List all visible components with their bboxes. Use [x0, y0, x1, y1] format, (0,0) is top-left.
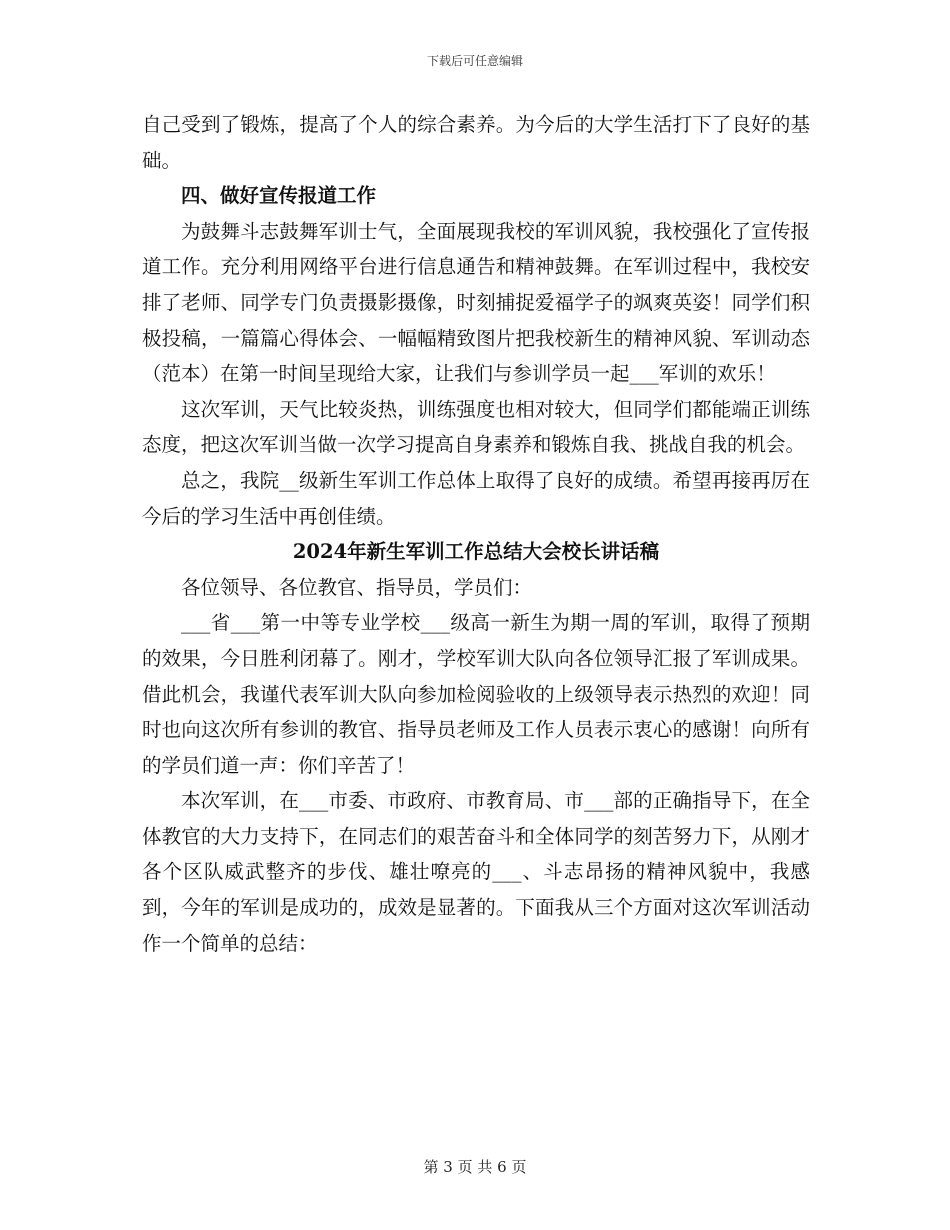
paragraph-continuation: 自己受到了锻炼，提高了个人的综合素养。为今后的大学生活打下了良好的基础。 — [142, 113, 810, 172]
section-heading-4: 四、做好宣传报道工作 — [181, 184, 377, 208]
page-header: 下载后可任意编辑 — [426, 54, 523, 68]
paragraph-summary-intro: 本次军训，在___市委、市政府、市教育局、市___部的正确指导下，在全体教官的大力支持下，在同志们的艰苦奋斗和全体同学的刻苦努力下，从刚才各个区队威武整齐的步伐、雄壮嘹亮的___、斗志昂扬的精神风貌中，我感到，今年的军训是成功的，成效是显著的。下面我从三个方面对这次军训活动作一个简单的总结： — [142, 789, 810, 955]
paragraph-weather: 这次军训，天气比较炎热，训练强度也相对较大，但同学们都能端正训练态度，把这次军训当做一次学习提高自身素养和锻炼自我、挑战自我的机会。 — [142, 397, 810, 457]
page-number: 第 3 页 共 6 页 — [423, 1158, 527, 1176]
paragraph-conclusion: 总之，我院__级新生军训工作总体上取得了良好的成绩。希望再接再厉在今后的学习生活中再创佳绩。 — [142, 468, 810, 528]
document-body — [142, 107, 810, 961]
salutation: 各位领导、各位教官、指导员，学员们： — [181, 575, 533, 599]
paragraph-publicity: 为鼓舞斗志鼓舞军训士气，全面展现我校的军训风貌，我校强化了宣传报道工作。充分利用网络平台进行信息通告和精神鼓舞。在军训过程中，我校安排了老师、同学专门负责摄影摄像，时刻捕捉爱福学子的飒爽英姿！同学们积极投稿，一篇篇心得体会、一幅幅精致图片把我校新生的精神风貌、军训动态（范本）在第一时间呈现给大家，让我们与参训学员一起___军训的欢乐！ — [142, 219, 810, 386]
document-title: 2024年新生军训工作总结大会校长讲话稿 — [292, 540, 660, 564]
paragraph-opening: ___省___第一中等专业学校___级高一新生为期一周的军训，取得了预期的效果，今日胜利闭幕了。刚才，学校军训大队向各位领导汇报了军训成果。借此机会，我谨代表军训大队向参加检阅验收的上级领导表示热烈的欢迎！同时也向这次所有参训的教官、指导员老师及工作人员表示衷心的感谢！向所有的学员们道一声：你们辛苦了！ — [142, 611, 810, 777]
